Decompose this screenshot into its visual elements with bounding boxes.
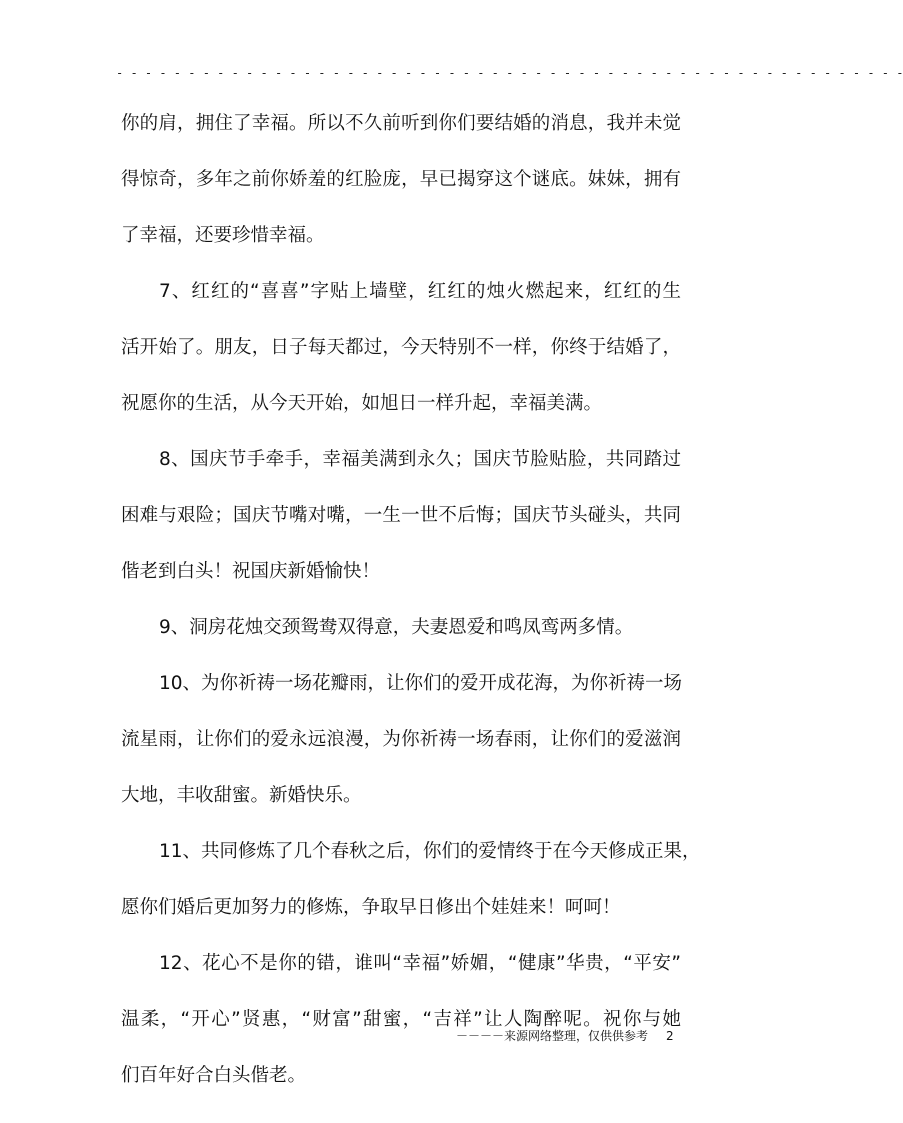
paragraph-11-line: 11、共同修炼了几个春秋之后，你们的爱情终于在今天修成正果， <box>159 841 701 862</box>
paragraph-10-line: 10、为你祈祷一场花瓣雨，让你们的爱开成花海，为你祈祷一场 <box>159 673 683 694</box>
body-line: 困难与艰险；国庆节嘴对嘴，一生一世不后悔；国庆节头碰头，共同 <box>121 505 681 526</box>
header-dashed-rule: - - - - - - - - - - - - - - - - - - - - - - - - - - - - - - - - - - - - - - - - - - - - - - - - - - - - - - - <box>116 66 903 80</box>
page-number: 2 <box>666 1029 674 1043</box>
body-line: 祝愿你的生活，从今天开始，如旭日一样升起，幸福美满。 <box>121 393 603 414</box>
body-line: 愿你们婚后更加努力的修炼，争取早日修出个娃娃来！呵呵！ <box>121 897 621 918</box>
body-line: 你的肩，拥住了幸福。所以不久前听到你们要结婚的消息，我并未觉 <box>121 113 681 134</box>
paragraph-12-line: 12、花心不是你的错，谁叫“幸福”娇媚，“健康”华贵，“平安” <box>159 953 681 974</box>
paragraph-9-line: 9、洞房花烛交颈鸳鸯双得意，夫妻恩爱和鸣凤鸾两多情。 <box>159 617 634 638</box>
body-line: 们百年好合白头偕老。 <box>121 1065 307 1086</box>
body-line: 了幸福，还要珍惜幸福。 <box>121 225 325 246</box>
document-body <box>121 96 701 1104</box>
paragraph-7-line: 7、红红的“喜喜”字贴上墙壁，红红的烛火燃起来，红红的生 <box>159 281 681 302</box>
paragraph-8-line: 8、国庆节手牵手，幸福美满到永久；国庆节脸贴脸，共同踏过 <box>159 449 681 470</box>
footer-source-note: －－－－来源网络整理，仅供供参考 <box>456 1029 649 1043</box>
body-line: 大地，丰收甜蜜。新婚快乐。 <box>121 785 362 806</box>
body-line: 活开始了。朋友，日子每天都过，今天特别不一样，你终于结婚了， <box>121 337 681 358</box>
body-line: 温柔，“开心”贤惠，“财富”甜蜜，“吉祥”让人陶醉呢。祝你与她 <box>121 1009 681 1030</box>
body-line: 偕老到白头！祝国庆新婚愉快！ <box>121 561 381 582</box>
body-line: 得惊奇，多年之前你娇羞的红脸庞，早已揭穿这个谜底。妹妹，拥有 <box>121 169 681 190</box>
body-line: 流星雨，让你们的爱永远浪漫，为你祈祷一场春雨，让你们的爱滋润 <box>121 729 681 750</box>
